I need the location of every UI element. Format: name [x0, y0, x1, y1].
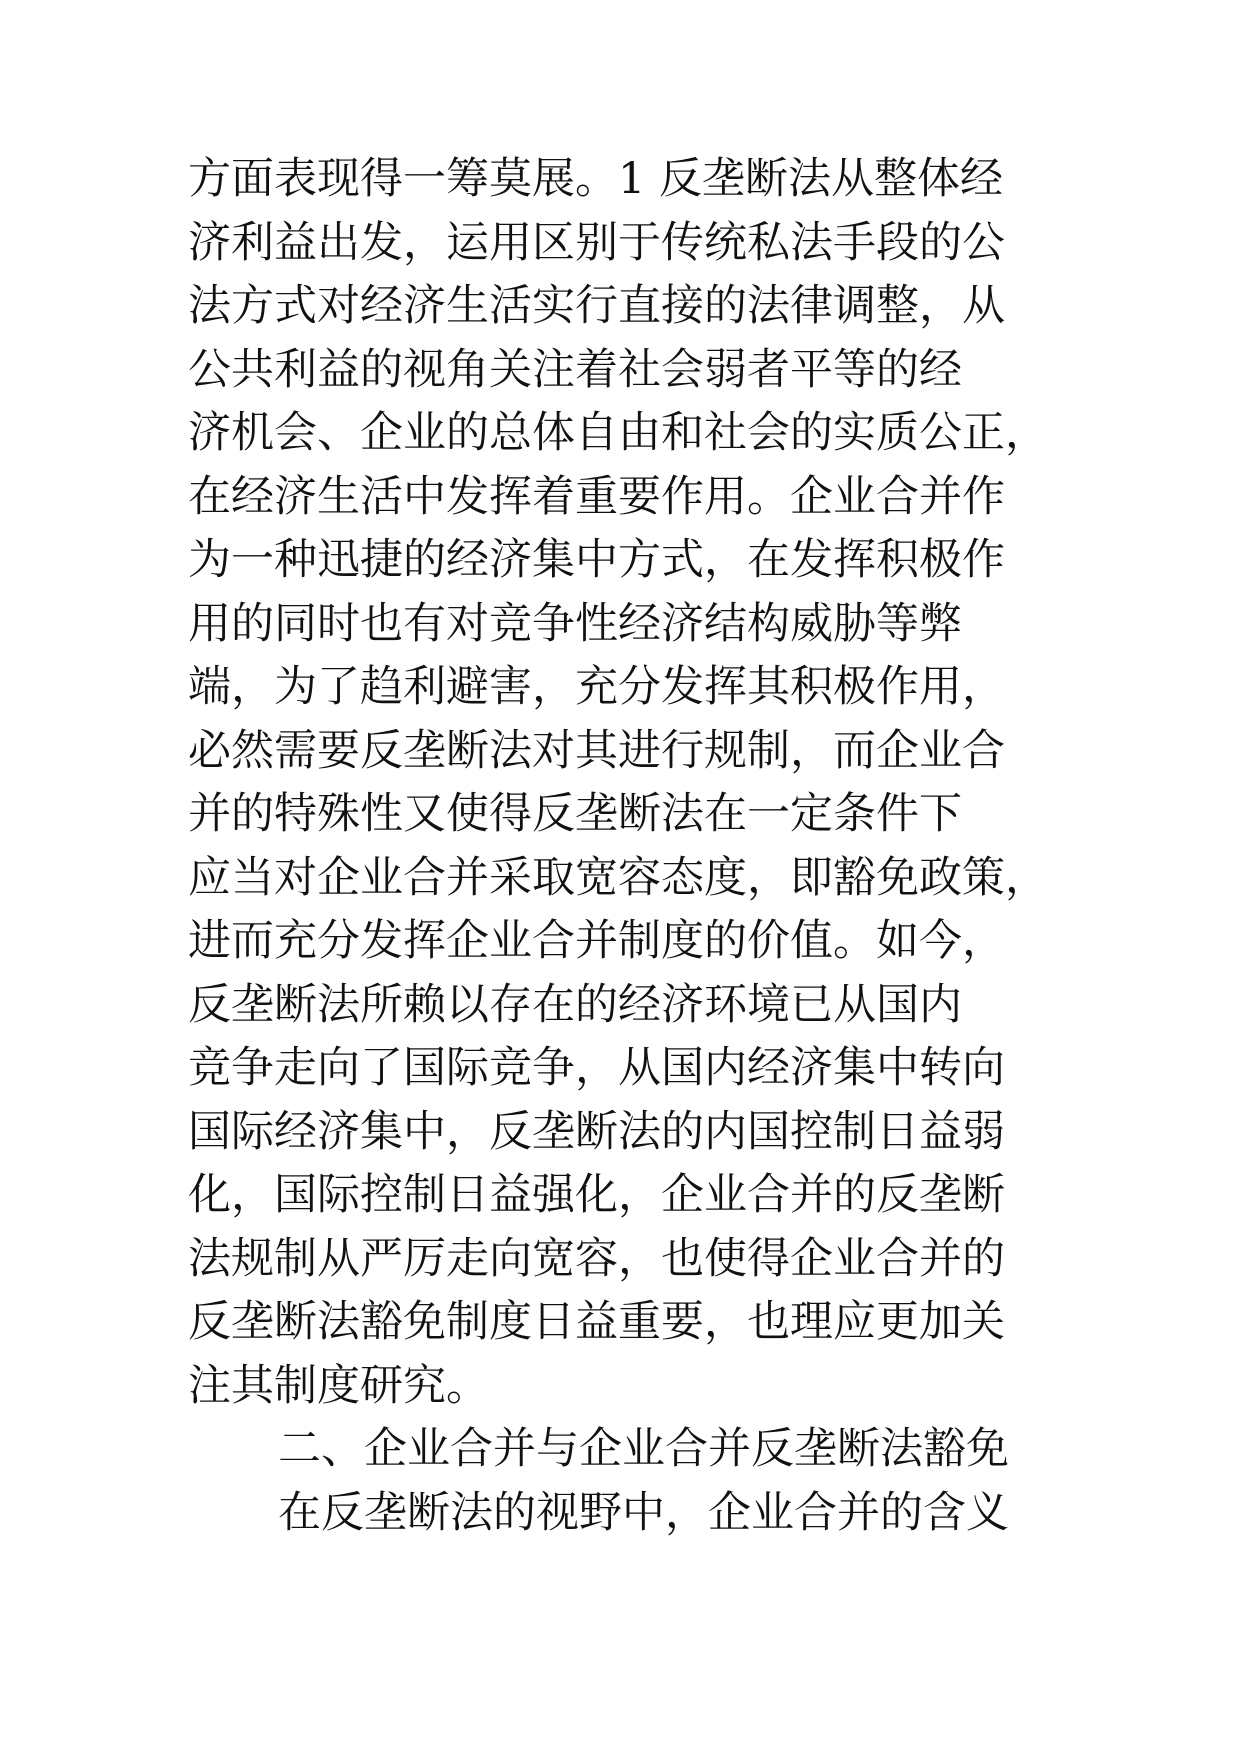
text-line: 用的同时也有对竞争性经济结构威胁等弊: [188, 598, 962, 649]
text-line: 端，为了趋利避害，充分发挥其积极作用，: [188, 662, 1005, 712]
text-line: 必然需要反垄断法对其进行规制，而企业合: [188, 725, 1005, 776]
body-text: [188, 148, 1068, 1545]
text-line: 反垄断法豁免制度日益重要，也理应更加关: [188, 1297, 1005, 1347]
text-line: 并的特殊性又使得反垄断法在一定条件下: [188, 789, 962, 839]
text-line: 竞争走向了国际竞争，从国内经济集中转向: [188, 1043, 1005, 1093]
text-line: 为一种迅捷的经济集中方式，在发挥积极作: [188, 535, 1005, 585]
text-line: 反垄断法所赖以存在的经济环境已从国内: [188, 979, 962, 1030]
text-line: 化，国际控制日益强化，企业合并的反垄断: [188, 1170, 1005, 1220]
text-line: 在反垄断法的视野中，企业合并的含义: [278, 1487, 1009, 1538]
text-line: 法规制从严厉走向宽容，也使得企业合并的: [188, 1233, 1005, 1284]
text-line: 国际经济集中，反垄断法的内国控制日益弱: [188, 1106, 1005, 1157]
text-line: 法方式对经济生活实行直接的法律调整，从: [188, 281, 1005, 331]
text-line: 进而充分发挥企业合并制度的价值。如今，: [188, 916, 1005, 966]
text-line: 济机会、企业的总体自由和社会的实质公正，: [188, 408, 1048, 458]
text-line: 公共利益的视角关注着社会弱者平等的经: [188, 344, 962, 395]
text-line: 济利益出发，运用区别于传统私法手段的公: [188, 217, 1005, 268]
text-line: 注其制度研究。: [188, 1360, 489, 1411]
text-line: 应当对企业合并采取宽容态度，即豁免政策，: [188, 852, 1048, 903]
section-heading: 二、企业合并与企业合并反垄断法豁免: [278, 1424, 1009, 1474]
text-line: 在经济生活中发挥着重要作用。企业合并作: [188, 471, 1005, 522]
text-line: 方面表现得一筹莫展。1 反垄断法从整体经: [188, 154, 1004, 204]
